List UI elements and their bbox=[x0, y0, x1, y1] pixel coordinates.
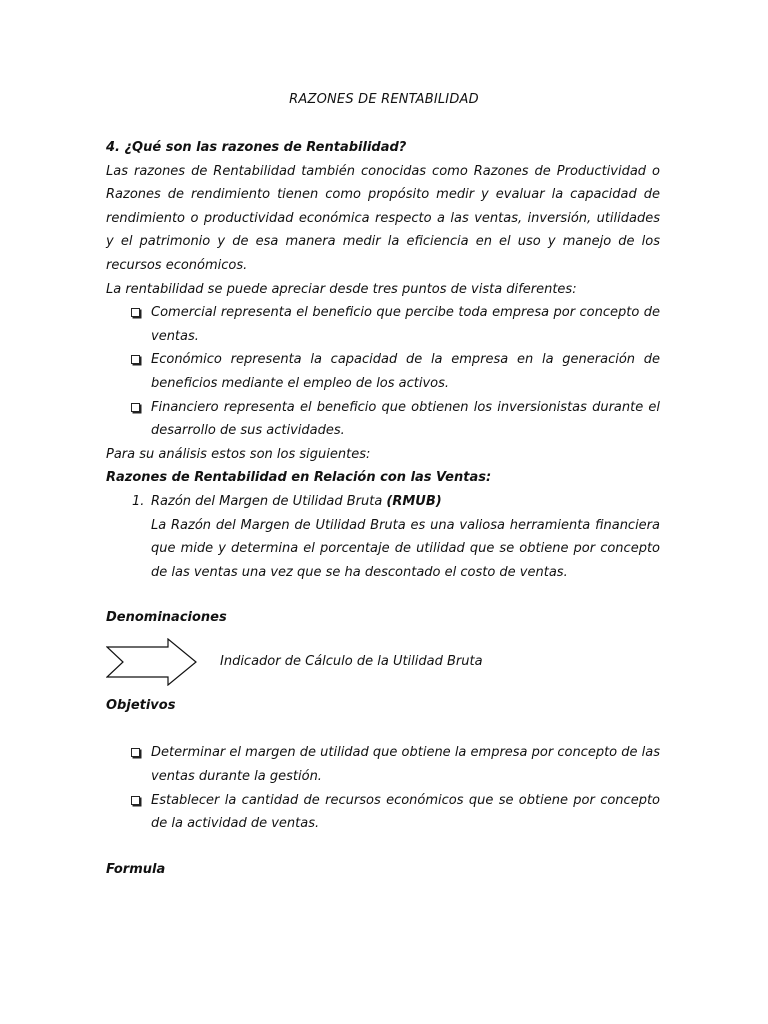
checkbox-bullet-icon bbox=[131, 403, 140, 412]
analysis-intro: Para su análisis estos son los siguientes: bbox=[106, 446, 371, 462]
list-item: Financiero representa el beneficio que obtienen los inversionistas durante el desarrollo de sus actividades. bbox=[106, 396, 660, 443]
question-heading: 4. ¿Qué son las razones de Rentabilidad? bbox=[106, 140, 407, 155]
list-item: Comercial representa el beneficio que percibe toda empresa por concepto de ventas. bbox=[106, 301, 660, 348]
checkbox-bullet-icon bbox=[131, 796, 140, 805]
checkbox-bullet-icon bbox=[131, 355, 140, 364]
ratio-label: Razón del Margen de Utilidad Bruta bbox=[151, 493, 387, 509]
list-item bbox=[106, 490, 660, 514]
viewpoints-list bbox=[106, 301, 660, 443]
document-title: RAZONES DE RENTABILIDAD bbox=[289, 92, 479, 107]
objetivos-list bbox=[106, 741, 660, 835]
denominaciones-heading: Denominaciones bbox=[106, 610, 227, 626]
list-item: Establecer la cantidad de recursos económicos que se obtiene por concepto de la actividad de ventas. bbox=[106, 789, 660, 836]
document-body bbox=[106, 136, 660, 881]
intro-paragraph: Las razones de Rentabilidad también conocidas como Razones de Productividad o Razones de rendimiento tienen como propósito medir y evaluar la capacidad de rendimiento o productividad económica respecto a las ventas, inversión, utilidades y el patrimonio y de esa manera medir la eficiencia en el uso y manejo de los recursos económicos. bbox=[106, 163, 660, 273]
denominaciones-row bbox=[106, 634, 660, 694]
objetivos-heading: Objetivos bbox=[106, 697, 176, 713]
checkbox-bullet-icon bbox=[131, 308, 140, 317]
ratio-abbr: (RMUB) bbox=[386, 493, 442, 509]
sales-heading: Razones de Rentabilidad en Relación con las Ventas: bbox=[106, 470, 492, 486]
denominaciones-text: Indicador de Cálculo de la Utilidad Bruta bbox=[220, 653, 483, 669]
list-item: Económico representa la capacidad de la empresa en la generación de beneficios mediante el empleo de los activos. bbox=[106, 348, 660, 395]
ratio-list bbox=[106, 490, 660, 514]
arrow-right-icon bbox=[106, 638, 198, 686]
item-number: 1. bbox=[132, 493, 145, 509]
checkbox-bullet-icon bbox=[131, 748, 140, 757]
formula-heading: Formula bbox=[106, 861, 166, 877]
ratio-description: La Razón del Margen de Utilidad Bruta es una valiosa herramienta financiera que mide y determina el porcentaje de utilidad que se obtiene por concepto de las ventas una vez que se ha descontado el costo de ventas. bbox=[151, 517, 660, 580]
viewpoints-intro: La rentabilidad se puede apreciar desde tres puntos de vista diferentes: bbox=[106, 281, 577, 297]
list-item: Determinar el margen de utilidad que obtiene la empresa por concepto de las ventas durante la gestión. bbox=[106, 741, 660, 788]
